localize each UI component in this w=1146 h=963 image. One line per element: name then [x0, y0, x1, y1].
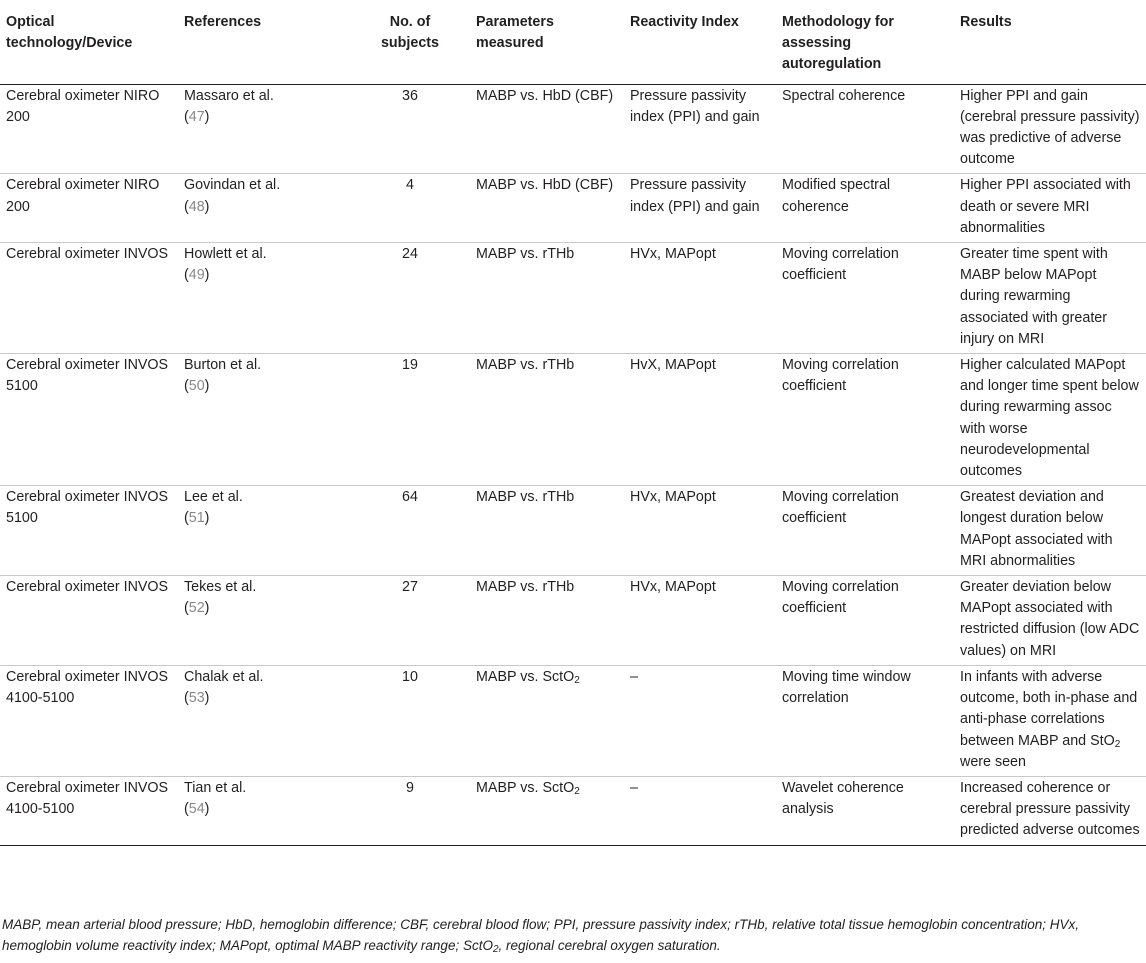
parameters-text: MABP vs. SctO [476, 668, 575, 685]
table-row [0, 776, 1146, 845]
header-row [0, 0, 1146, 84]
results-subscript: 2 [1114, 738, 1121, 750]
cell-device [0, 486, 178, 576]
cell-methodology [776, 576, 954, 666]
cell-subjects [350, 84, 470, 174]
reactivity-index-text: Pressure passivity index (PPI) and gain [630, 87, 760, 125]
cell-reactivity-index [624, 354, 776, 486]
methodology-text: Moving correlation coefficient [782, 579, 899, 617]
reactivity-index-text: HVx, MAPopt [630, 246, 716, 263]
subjects-count: 27 [402, 579, 418, 596]
author-text: Chalak et al. [184, 668, 264, 685]
device-text: Cerebral oximeter NIRO 200 [6, 87, 160, 125]
parameters-text: MABP vs. HbD (CBF) [476, 87, 614, 104]
cell-subjects [350, 665, 470, 776]
cell-methodology [776, 354, 954, 486]
cell-methodology [776, 776, 954, 845]
parameters-text: MABP vs. rTHb [476, 357, 575, 374]
cell-methodology [776, 243, 954, 354]
reactivity-index-text: – [630, 668, 638, 685]
header-references: References [178, 0, 350, 84]
methodology-text: Moving correlation coefficient [782, 489, 899, 527]
cell-reactivity-index [624, 486, 776, 576]
reference-link[interactable]: 51 [188, 510, 205, 527]
header-device: Optical technology/Device [0, 0, 178, 84]
table-body [0, 84, 1146, 845]
table-row [0, 174, 1146, 243]
cell-reactivity-index [624, 665, 776, 776]
methodology-text: Moving correlation coefficient [782, 357, 899, 395]
cell-reference: Tian et al. (54) [178, 776, 350, 845]
cell-reference: Lee et al. (51) [178, 486, 350, 576]
author-text: Tekes et al. [184, 579, 257, 596]
subjects-count: 64 [402, 489, 418, 506]
device-text: Cerebral oximeter INVOS 4100-5100 [6, 668, 169, 707]
cell-reference: Chalak et al. (53) [178, 665, 350, 776]
results-text: Higher PPI associated with death or severe MRI abnormalities [960, 177, 1131, 236]
device-text: Cerebral oximeter INVOS 5100 [6, 489, 169, 527]
cell-device [0, 84, 178, 174]
results-text: In infants with adverse outcome, both in-phase and anti-phase correlations between MABP and StO [960, 668, 1138, 749]
cell-device [0, 174, 178, 243]
cell-results [954, 576, 1146, 666]
cell-reference: Tekes et al. (52) [178, 576, 350, 666]
cell-reference: Howlett et al. (49) [178, 243, 350, 354]
cell-device [0, 665, 178, 776]
cell-results [954, 354, 1146, 486]
parameters-text: MABP vs. rTHb [476, 579, 575, 596]
author-text: Tian et al. [184, 779, 247, 796]
table-row [0, 243, 1146, 354]
device-text: Cerebral oximeter INVOS 5100 [6, 357, 169, 395]
cell-parameters [470, 174, 624, 243]
reactivity-index-text: HVx, MAPopt [630, 579, 716, 596]
cell-subjects [350, 776, 470, 845]
cell-parameters [470, 576, 624, 666]
subjects-count: 10 [402, 668, 418, 685]
reference-link[interactable]: 54 [188, 801, 205, 818]
table-footnote [2, 914, 1142, 956]
cell-device [0, 776, 178, 845]
subjects-count: 4 [406, 177, 414, 194]
table-row [0, 576, 1146, 666]
cell-methodology [776, 665, 954, 776]
cell-methodology [776, 174, 954, 243]
footnote-subscript: 2 [492, 944, 499, 955]
methodology-text: Modified spectral coherence [782, 177, 891, 215]
footnote-text: MABP, mean arterial blood pressure; HbD, hemoglobin difference; CBF, cerebral blood flow; PPI, pressure passivity index; rTHb, relative total tissue hemoglobin concentration; HVx, hemoglobin volume reactivity index; MAPopt, optimal MABP reactivity range; SctO [2, 917, 1080, 953]
reference-link[interactable]: 52 [188, 600, 205, 617]
cell-results [954, 174, 1146, 243]
cell-reactivity-index [624, 174, 776, 243]
parameters-text: MABP vs. SctO [476, 779, 575, 796]
author-text: Lee et al. [184, 489, 243, 506]
cell-subjects [350, 174, 470, 243]
reference-link[interactable]: 47 [188, 108, 205, 125]
cell-device [0, 243, 178, 354]
table-row [0, 354, 1146, 486]
reactivity-index-text: HvX, MAPopt [630, 357, 716, 374]
parameters-text: MABP vs. rTHb [476, 246, 575, 263]
cell-methodology [776, 486, 954, 576]
cell-parameters [470, 776, 624, 845]
cell-parameters [470, 665, 624, 776]
cell-results [954, 776, 1146, 845]
cell-reference: Govindan et al. (48) [178, 174, 350, 243]
parameters-text: MABP vs. HbD (CBF) [476, 177, 614, 194]
cell-parameters [470, 354, 624, 486]
reactivity-index-text: – [630, 779, 638, 796]
results-text: Increased coherence or cerebral pressure passivity predicted adverse outcomes [960, 779, 1140, 839]
cell-subjects [350, 576, 470, 666]
subjects-count: 9 [406, 779, 414, 796]
subjects-count: 24 [402, 246, 418, 263]
methodology-text: Moving time window correlation [782, 668, 911, 707]
table-row [0, 84, 1146, 174]
table-header [0, 0, 1146, 84]
methodology-text: Moving correlation coefficient [782, 246, 899, 284]
subjects-count: 36 [402, 87, 418, 104]
header-results: Results [954, 0, 1146, 84]
device-text: Cerebral oximeter INVOS 4100-5100 [6, 779, 169, 818]
cell-parameters [470, 84, 624, 174]
reference-link[interactable]: 49 [188, 267, 205, 284]
subjects-count: 19 [402, 357, 418, 374]
cell-methodology [776, 84, 954, 174]
table-row [0, 486, 1146, 576]
table-row [0, 665, 1146, 776]
device-text: Cerebral oximeter INVOS [6, 579, 169, 596]
device-text: Cerebral oximeter INVOS [6, 246, 169, 263]
results-text: Greater deviation below MAPopt associated with restricted diffusion (low ADC values) on MRI [960, 579, 1140, 659]
results-text: Higher PPI and gain (cerebral pressure passivity) was predictive of adverse outcome [960, 87, 1140, 168]
reactivity-index-text: HVx, MAPopt [630, 489, 716, 506]
header-parameters: Parameters measured [470, 0, 624, 84]
results-text: Greater time spent with MABP below MAPopt during rewarming associated with greater injury on MRI [960, 246, 1108, 347]
header-methodology: Methodology for assessing autoregulation [776, 0, 954, 84]
parameters-subscript: 2 [574, 674, 580, 686]
reactivity-index-text: Pressure passivity index (PPI) and gain [630, 177, 760, 215]
header-subjects: No. of subjects [350, 0, 470, 84]
cell-results [954, 486, 1146, 576]
cell-reactivity-index [624, 84, 776, 174]
header-reactivity-index: Reactivity Index [624, 0, 776, 84]
author-text: Govindan et al. [184, 177, 281, 194]
cell-results [954, 243, 1146, 354]
cell-reference: Massaro et al. (47) [178, 84, 350, 174]
results-text: Higher calculated MAPopt and longer time spent below during rewarming assoc with worse neurodevelopmental outcomes [960, 357, 1139, 480]
cell-subjects [350, 486, 470, 576]
methodology-text: Spectral coherence [782, 87, 906, 104]
cell-subjects [350, 354, 470, 486]
cell-reactivity-index [624, 576, 776, 666]
cell-reference: Burton et al. (50) [178, 354, 350, 486]
cell-reactivity-index [624, 243, 776, 354]
parameters-subscript: 2 [574, 785, 580, 797]
device-text: Cerebral oximeter NIRO 200 [6, 177, 160, 215]
reference-link[interactable]: 48 [188, 198, 205, 215]
author-text: Burton et al. [184, 357, 262, 374]
cell-subjects [350, 243, 470, 354]
cell-device [0, 576, 178, 666]
cell-reactivity-index [624, 776, 776, 845]
parameters-text: MABP vs. rTHb [476, 489, 575, 506]
cell-device [0, 354, 178, 486]
footnote-suffix: , regional cerebral oxygen saturation. [498, 938, 721, 953]
methodology-text: Wavelet coherence analysis [782, 779, 904, 818]
results-suffix: were seen [960, 753, 1026, 770]
cell-results [954, 665, 1146, 776]
cell-parameters [470, 486, 624, 576]
author-text: Massaro et al. [184, 87, 274, 104]
results-text: Greatest deviation and longest duration below MAPopt associated with MRI abnormalities [960, 489, 1113, 569]
reference-link[interactable]: 50 [188, 378, 205, 395]
author-text: Howlett et al. [184, 246, 267, 263]
reference-link[interactable]: 53 [188, 690, 205, 707]
cell-results [954, 84, 1146, 174]
cell-parameters [470, 243, 624, 354]
